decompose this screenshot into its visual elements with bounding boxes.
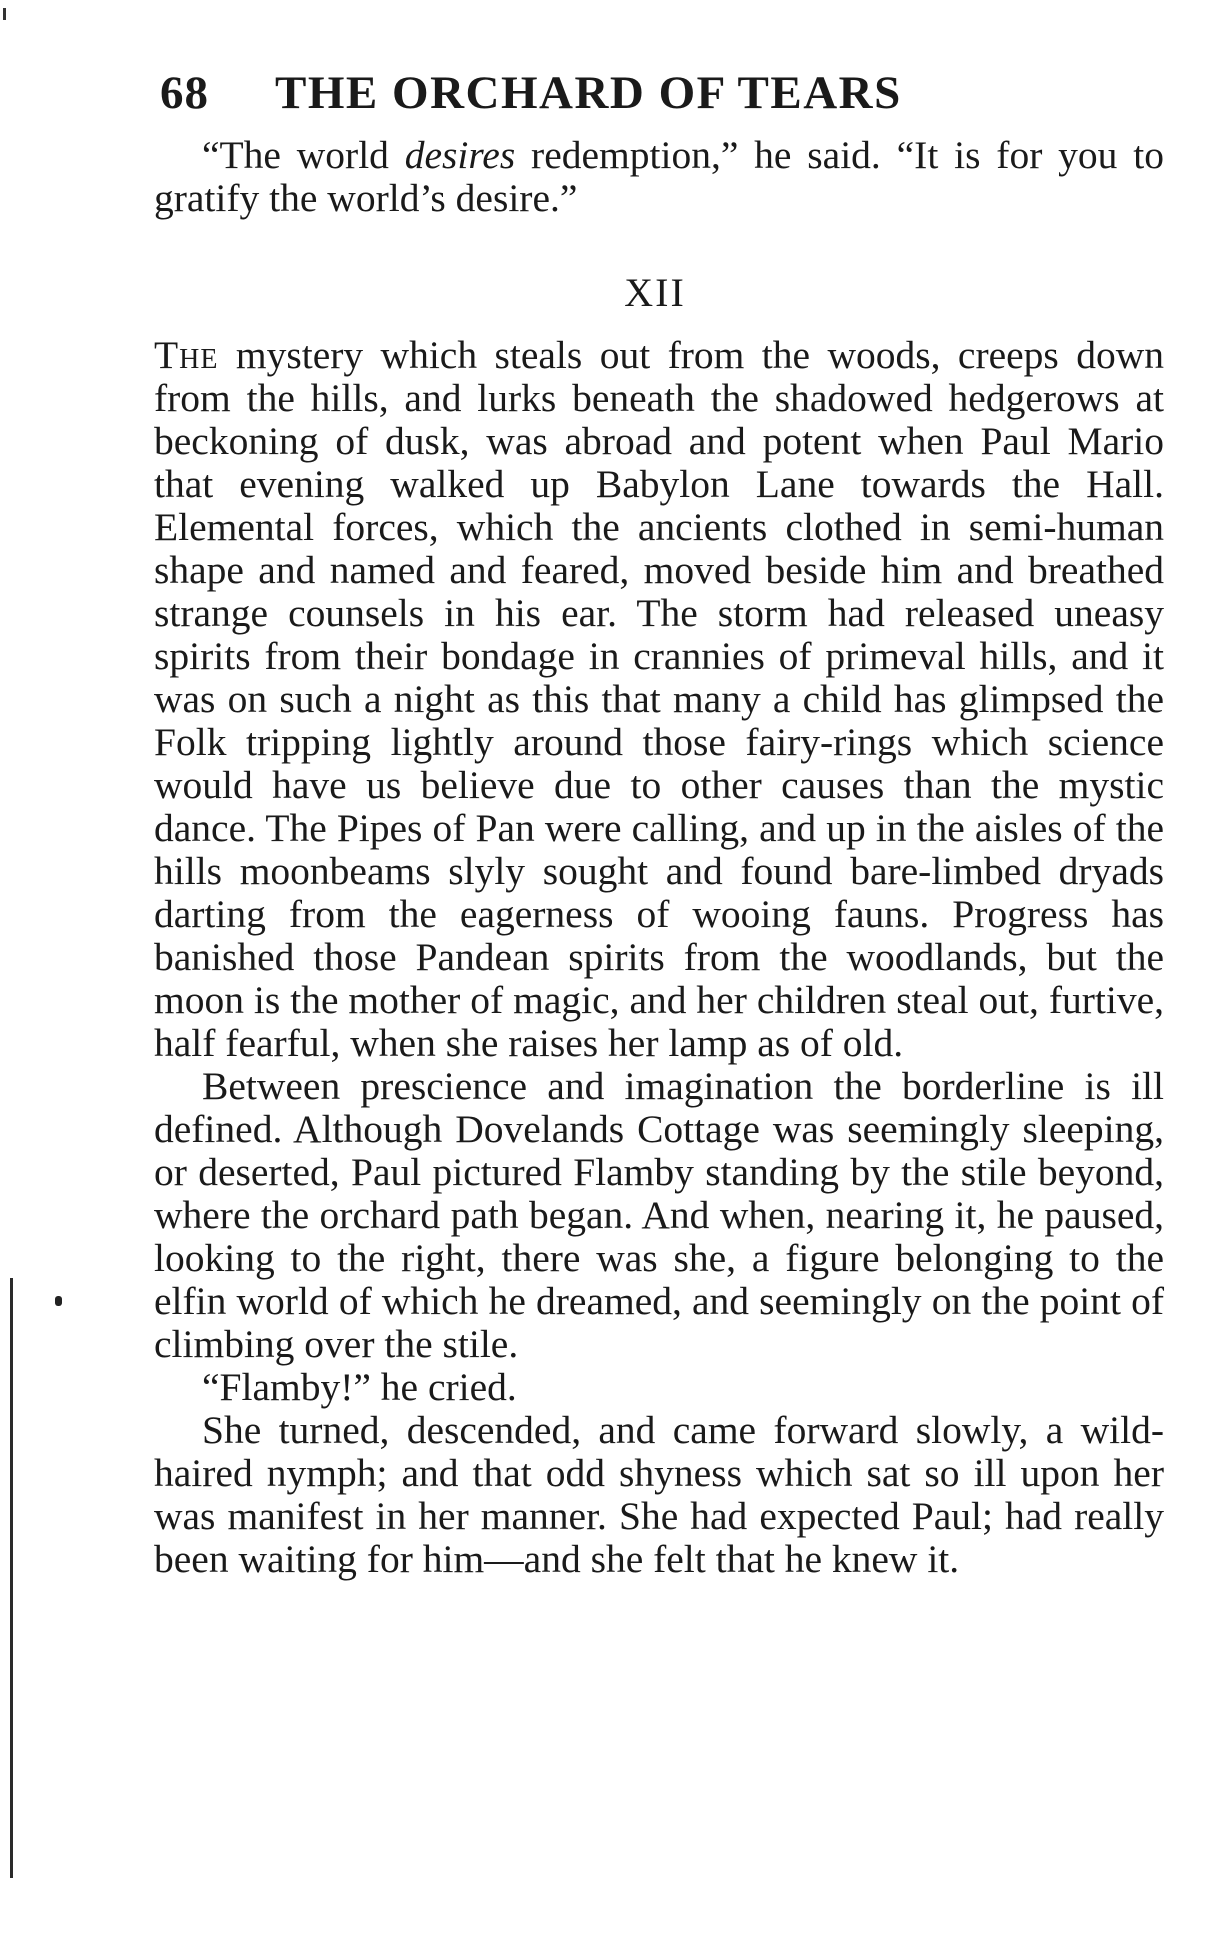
opening-paragraph: [154, 134, 1164, 220]
chapter-heading: [0, 265, 1224, 321]
page-number: 68: [160, 67, 209, 119]
chapter-number: XII: [624, 270, 686, 315]
paragraph-3: “Flamby!” he cried.: [202, 1365, 517, 1409]
book-title: THE ORCHARD OF TEARS: [275, 67, 902, 119]
chapter-body: [154, 334, 1164, 1581]
quote-end: redemption,” he said. “It is for you to gratify the world’s desire.”: [154, 133, 1164, 220]
corner-mark: [3, 8, 6, 20]
paragraph-2: Between prescience and imagination the borderline is ill defined. Although Dovelands Cottage was seemingly sleeping, or deserted, Paul pictured Flamby standing by the stile beyond, where the orchard path began. And when, nearing it, he paused, looking to the right, there was she, a figure belonging to the elfin world of which he dreamed, and seemingly on the point of climbing over the stile.: [154, 1064, 1164, 1366]
quote-start: “The world: [202, 133, 405, 177]
quote-emphasis: desires: [404, 133, 516, 177]
paragraph-4: She turned, descended, and came forward slowly, a wild-haired nymph; and that odd shyness which sat so ill upon her was manifest in her manner. She had expected Paul; had really been waiting for him—and she felt that he knew it.: [154, 1408, 1164, 1581]
margin-rule: [10, 1278, 13, 1878]
paragraph-1: [154, 334, 1164, 1065]
margin-dot: [55, 1296, 62, 1306]
running-head: [160, 58, 1040, 128]
first-word: The: [154, 333, 219, 377]
paragraph-1-text: mystery which steals out from the woods, creeps down from the hills, and lurks beneath the shadowed hedgerows at beckoning of dusk, was abroad and potent when Paul Mario that evening walked up Babylon Lane towards the Hall. Elemental forces, which the ancients clothed in semi-human shape and named and feared, moved beside him and breathed strange counsels in his ear. The storm had released uneasy spirits from their bondage in crannies of primeval hills, and it was on such a night as this that many a child has glimpsed the Folk tripping lightly around those fairy-rings which science would have us believe due to other causes than the mystic dance. The Pipes of Pan were calling, and up in the aisles of the hills moonbeams slyly sought and found bare-limbed dryads darting from the eagerness of wooing fauns. Progress has banished those Pandean spirits from the woodlands, but the moon is the mother of magic, and her children steal out, furtive, half fearful, when she raises her lamp as of old.: [154, 333, 1164, 1065]
opening-quote: [154, 134, 1164, 220]
